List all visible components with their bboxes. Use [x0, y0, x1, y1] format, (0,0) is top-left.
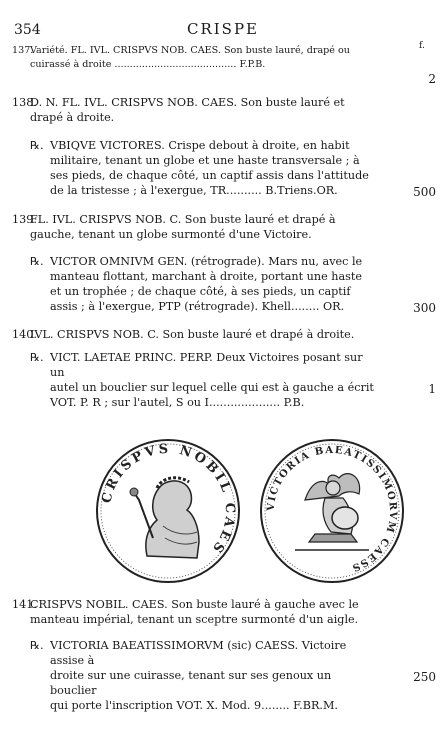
entry-line: cuirassé à droite ........................................ F.P.B. — [30, 58, 266, 70]
entry-number: 141. — [12, 598, 37, 611]
price-141: 250 — [413, 670, 436, 684]
entry-line: CRISPVS NOBIL. CAES. Son buste lauré à gauche avec le — [30, 598, 359, 611]
entry-line: gauche, tenant un globe surmonté d'une Victoire. — [30, 228, 312, 241]
price-137: 2 — [428, 72, 436, 86]
entry-line: Variété. FL. IVL. CRISPVS NOB. CAES. Son buste lauré, drapé ou — [30, 45, 350, 56]
entry-number: 138. — [12, 96, 37, 109]
entry-line: VICT. LAETAE PRINC. PERP. Deux Victoires posant sur un — [50, 351, 363, 379]
entry-137 — [12, 44, 380, 71]
svg-text:CRISPVS NOBIL CAES: CRISPVS NOBIL CAES — [99, 441, 238, 558]
coin-reverse-image — [259, 438, 405, 584]
page-number: 354 — [14, 22, 41, 38]
entry-line: militaire, tenant un globe et une haste transversale ; à — [50, 154, 360, 167]
reverse-symbol: ℞. — [30, 139, 44, 152]
entry-line: qui porte l'inscription VOT. X. Mod. 9........ F.BR.M. — [50, 699, 338, 712]
price-139: 300 — [413, 301, 436, 315]
reverse-141 — [30, 638, 380, 713]
entry-line: manteau impérial, tenant un sceptre surmonté d'un aigle. — [30, 613, 359, 626]
reverse-symbol: ℞. — [30, 639, 44, 652]
entry-number: 137. — [12, 45, 34, 56]
reverse-138 — [30, 138, 380, 198]
entry-line: VICTOR OMNIVM GEN. (rétrograde). Mars nu, avec le — [50, 255, 363, 268]
entry-line: manteau flottant, marchant à droite, portant une haste — [50, 270, 362, 283]
entry-139 — [12, 212, 380, 242]
entry-line: assis ; à l'exergue, PTP (rétrograde). Khell........ OR. — [50, 300, 345, 313]
entry-line: ses pieds, de chaque côté, un captif assis dans l'attitude — [50, 169, 369, 182]
entry-138 — [12, 95, 380, 125]
coin-illustrations — [95, 438, 415, 584]
entry-line: D. N. FL. IVL. CRISPVS NOB. CAES. Son buste lauré et — [30, 96, 345, 109]
entry-line: droite sur une cuirasse, tenant sur ses genoux un bouclier — [50, 669, 332, 697]
coin-obverse-image — [95, 438, 241, 584]
entry-line: autel un bouclier sur lequel celle qui est à gauche a écrit — [50, 381, 374, 394]
entry-line: IVL. CRISPVS NOB. C. Son buste lauré et drapé à droite. — [30, 328, 355, 341]
entry-number: 140. — [12, 328, 37, 341]
entry-line: VBIQVE VICTORES. Crispe debout à droite, en habit — [50, 139, 350, 152]
price-138: 500 — [413, 185, 436, 199]
entry-line: de la tristesse ; à l'exergue, TR.......... B.Triens.OR. — [50, 184, 338, 197]
reverse-symbol: ℞. — [30, 351, 44, 364]
entry-140 — [12, 327, 380, 342]
reverse-140 — [30, 350, 380, 410]
entry-141 — [12, 597, 380, 627]
price-140: 1 — [428, 382, 436, 396]
entry-line: VICTORIA BAEATISSIMORVM (sic) CAESS. Victoire assise à — [50, 639, 347, 667]
entry-line: VOT. P. R ; sur l'autel, S ou I.................... P.B. — [50, 396, 305, 409]
entry-line: et un trophée ; de chaque côté, à ses pieds, un captif — [50, 285, 351, 298]
svg-text:VICTORIA BAEATISSIMORVM CAESS: VICTORIA BAEATISSIMORVM CAESS — [265, 444, 399, 574]
running-title: CRISPE — [186, 20, 259, 38]
column-mark: f. — [419, 41, 425, 51]
entry-line: drapé à droite. — [30, 111, 115, 124]
reverse-symbol: ℞. — [30, 255, 44, 268]
reverse-139 — [30, 254, 380, 314]
entry-number: 139. — [12, 213, 37, 226]
entry-line: FL. IVL. CRISPVS NOB. C. Son buste lauré et drapé à — [30, 213, 336, 226]
